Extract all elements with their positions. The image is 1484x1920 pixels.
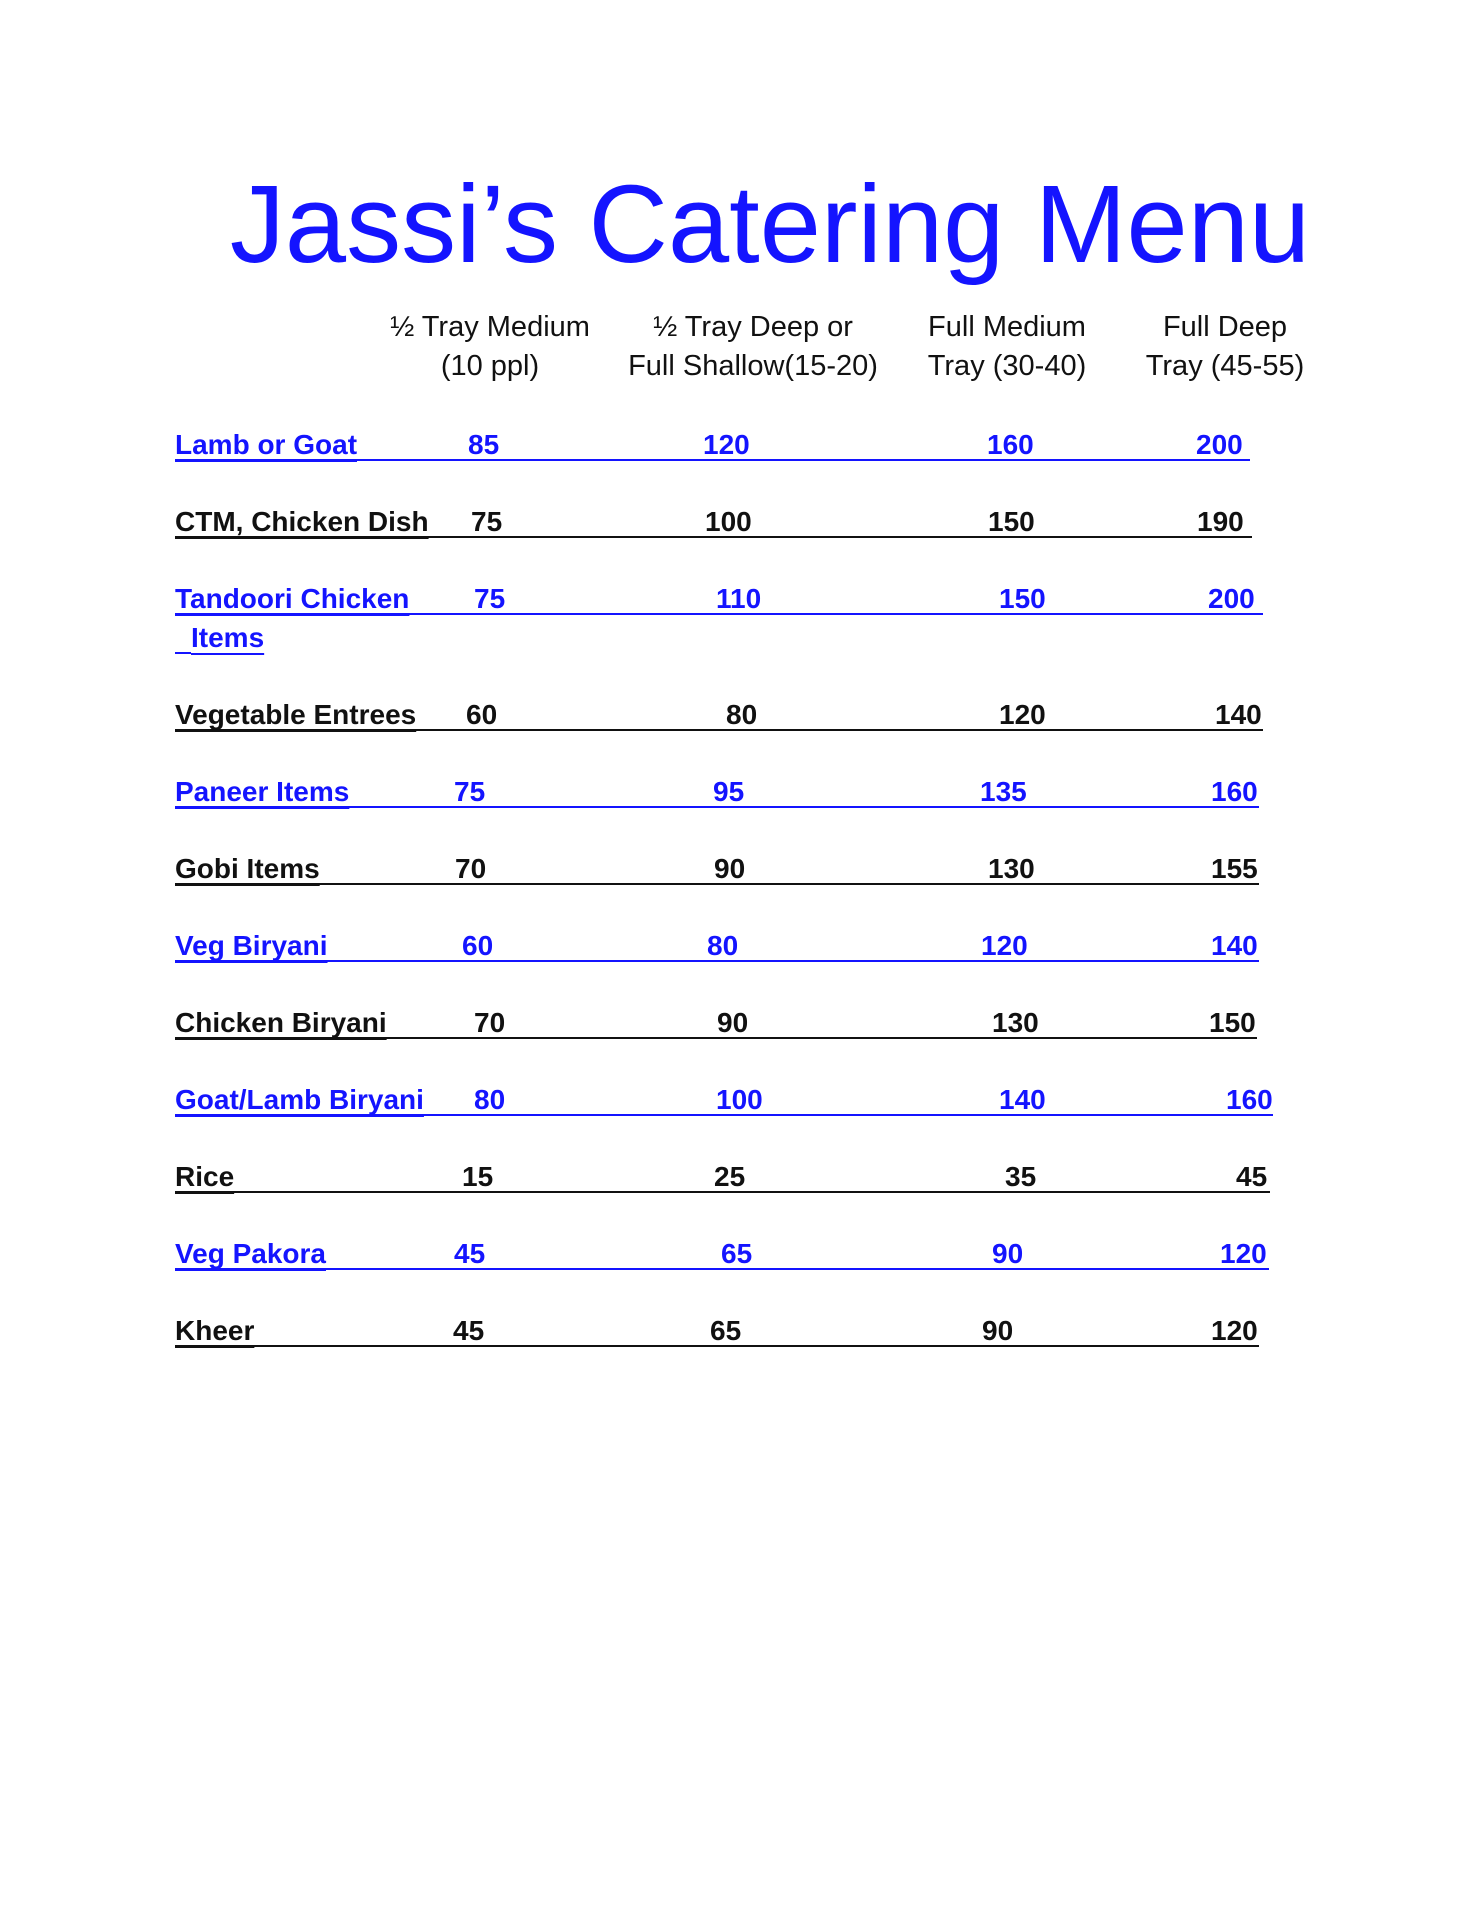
price-full-medium: 140 — [999, 1084, 1046, 1115]
price-half-tray-medium: 60 — [466, 699, 498, 730]
price-full-medium: 160 — [987, 429, 1034, 460]
price-half-tray-deep: 65 — [710, 1315, 742, 1346]
name-line2-underline-lead — [175, 652, 191, 654]
price-full-deep: 140 — [1215, 699, 1262, 730]
price-full-deep: 120 — [1211, 1315, 1258, 1346]
price-full-deep: 200 — [1196, 429, 1243, 460]
item-name[interactable]: CTM, Chicken Dish — [175, 506, 429, 537]
column-header-line2: (10 ppl) — [440, 350, 540, 382]
price-half-tray-deep: 120 — [703, 429, 750, 460]
column-header-half-tray-deep — [618, 308, 888, 386]
item-name[interactable]: Rice — [175, 1161, 235, 1192]
column-header-line1: ½ Tray Medium — [390, 311, 590, 343]
price-half-tray-medium: 75 — [471, 506, 503, 537]
price-half-tray-deep: 95 — [713, 776, 745, 807]
price-full-deep: 200 — [1208, 583, 1255, 614]
price-half-tray-medium: 70 — [455, 853, 487, 884]
page-title: Jassi’s Catering Menu — [229, 163, 1311, 286]
price-half-tray-deep: 100 — [705, 506, 752, 537]
column-header-half-tray-medium — [385, 308, 595, 386]
item-name[interactable]: Gobi Items — [175, 853, 320, 884]
item-name[interactable]: Paneer Items — [175, 776, 350, 807]
price-half-tray-medium: 80 — [474, 1084, 506, 1115]
price-full-deep: 160 — [1226, 1084, 1273, 1115]
price-half-tray-medium: 70 — [474, 1007, 506, 1038]
price-full-deep: 140 — [1211, 930, 1258, 961]
item-name[interactable]: Veg Pakora — [175, 1238, 326, 1269]
price-half-tray-medium: 15 — [462, 1161, 494, 1192]
column-header-line2: Tray (45-55) — [1145, 350, 1305, 382]
price-half-tray-medium: 45 — [453, 1315, 485, 1346]
price-full-medium: 150 — [988, 506, 1035, 537]
price-half-tray-deep: 65 — [721, 1238, 753, 1269]
price-half-tray-medium: 45 — [454, 1238, 486, 1269]
item-name[interactable]: Chicken Biryani — [175, 1007, 387, 1038]
price-half-tray-medium: 85 — [468, 429, 500, 460]
item-name[interactable]: Vegetable Entrees — [175, 699, 417, 730]
item-name[interactable]: Kheer — [175, 1315, 255, 1346]
price-half-tray-deep: 80 — [726, 699, 758, 730]
price-half-tray-deep: 80 — [707, 930, 739, 961]
price-full-medium: 150 — [999, 583, 1046, 614]
price-full-medium: 120 — [981, 930, 1028, 961]
price-half-tray-medium: 75 — [474, 583, 506, 614]
price-half-tray-deep: 25 — [714, 1161, 746, 1192]
price-full-medium: 90 — [982, 1315, 1014, 1346]
price-full-deep: 190 — [1197, 506, 1244, 537]
column-header-full-deep — [1125, 308, 1325, 386]
price-full-deep: 45 — [1236, 1161, 1268, 1192]
price-half-tray-deep: 100 — [716, 1084, 763, 1115]
price-full-deep: 150 — [1209, 1007, 1256, 1038]
price-half-tray-deep: 110 — [716, 583, 762, 614]
price-full-medium: 35 — [1005, 1161, 1037, 1192]
price-full-medium: 135 — [980, 776, 1027, 807]
price-full-deep: 160 — [1211, 776, 1258, 807]
price-half-tray-medium: 60 — [462, 930, 494, 961]
column-header-line2: Full Shallow(15-20) — [628, 350, 878, 382]
column-header-full-medium — [917, 308, 1097, 386]
column-header-line1: Full Medium — [928, 311, 1086, 343]
item-name[interactable]: Goat/Lamb Biryani — [175, 1084, 424, 1115]
item-name-line2[interactable]: Items — [191, 622, 265, 653]
price-full-deep: 155 — [1211, 853, 1258, 884]
item-name[interactable]: Lamb or Goat — [175, 429, 358, 460]
item-name[interactable]: Veg Biryani — [175, 930, 328, 961]
price-full-medium: 130 — [988, 853, 1035, 884]
column-header-line2: Tray (30-40) — [927, 350, 1087, 382]
price-full-medium: 90 — [992, 1238, 1024, 1269]
item-name-line1[interactable]: Tandoori Chicken — [175, 583, 410, 614]
price-full-deep: 120 — [1220, 1238, 1267, 1269]
column-header-line1: ½ Tray Deep or — [653, 311, 853, 343]
price-half-tray-medium: 75 — [454, 776, 486, 807]
price-full-medium: 130 — [992, 1007, 1039, 1038]
price-half-tray-deep: 90 — [714, 853, 746, 884]
column-header-line1: Full Deep — [1162, 311, 1288, 343]
price-half-tray-deep: 90 — [717, 1007, 749, 1038]
price-full-medium: 120 — [999, 699, 1046, 730]
